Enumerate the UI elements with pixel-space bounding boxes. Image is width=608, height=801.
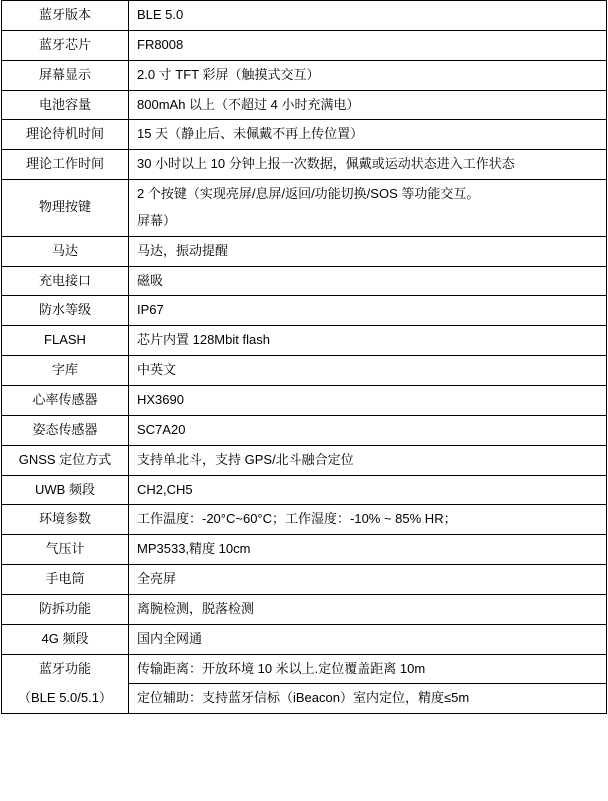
table-row xyxy=(2,120,607,150)
row-value: 支持单北斗，支持 GPS/北斗融合定位 xyxy=(129,445,607,475)
row-value: MP3533,精度 10cm xyxy=(129,535,607,565)
row-value: 中英文 xyxy=(129,356,607,386)
row-value: FR8008 xyxy=(129,30,607,60)
row-label-line-1: 蓝牙功能 xyxy=(38,661,91,677)
row-label: GNSS 定位方式 xyxy=(2,445,129,475)
table-row xyxy=(2,326,607,356)
table-row xyxy=(2,236,607,266)
table-row xyxy=(2,150,607,180)
row-value: 国内全网通 xyxy=(129,624,607,654)
row-label: 字库 xyxy=(2,356,129,386)
row-value-line-1: 2 个按键（实现亮屏/息屏/返回/功能切换/SOS 等功能交互。 xyxy=(137,186,480,202)
row-value: BLE 5.0 xyxy=(129,1,607,31)
table-row xyxy=(2,475,607,505)
row-label: 充电接口 xyxy=(2,266,129,296)
table-row xyxy=(2,180,607,237)
row-value: 15 天（静止后、未佩戴不再上传位置） xyxy=(129,120,607,150)
row-value: 马达，振动提醒 xyxy=(129,236,607,266)
row-label: 气压计 xyxy=(2,535,129,565)
row-label: 理论待机时间 xyxy=(2,120,129,150)
table-row xyxy=(2,505,607,535)
row-value: CH2,CH5 xyxy=(129,475,607,505)
table-row xyxy=(2,415,607,445)
row-value: IP67 xyxy=(129,296,607,326)
row-value-line-2: 屏幕） xyxy=(137,212,177,228)
row-label: 蓝牙芯片 xyxy=(2,30,129,60)
row-value xyxy=(129,180,607,237)
row-value: 30 小时以上 10 分钟上报一次数据，佩戴或运动状态进入工作状态 xyxy=(129,150,607,180)
row-label-bluetooth-function xyxy=(2,654,129,714)
row-label: 手电筒 xyxy=(2,565,129,595)
table-row xyxy=(2,654,607,684)
row-value: SC7A20 xyxy=(129,415,607,445)
table-row xyxy=(2,624,607,654)
table-row xyxy=(2,296,607,326)
table-row xyxy=(2,356,607,386)
row-label: 4G 频段 xyxy=(2,624,129,654)
row-label: 电池容量 xyxy=(2,90,129,120)
row-value: 离腕检测，脱落检测 xyxy=(129,594,607,624)
row-value: 传输距离：开放环境 10 米以上.定位覆盖距离 10m xyxy=(129,654,607,684)
row-value: 全亮屏 xyxy=(129,565,607,595)
row-label: FLASH xyxy=(2,326,129,356)
row-value: 2.0 寸 TFT 彩屏（触摸式交互） xyxy=(129,60,607,90)
table-body xyxy=(2,1,607,714)
table-row xyxy=(2,30,607,60)
row-label: 屏幕显示 xyxy=(2,60,129,90)
row-label: 马达 xyxy=(2,236,129,266)
table-row xyxy=(2,385,607,415)
row-label: 物理按键 xyxy=(2,180,129,237)
table-row xyxy=(2,60,607,90)
row-label: 蓝牙版本 xyxy=(2,1,129,31)
row-value: 磁吸 xyxy=(129,266,607,296)
table-row xyxy=(2,1,607,31)
row-label: 防水等级 xyxy=(2,296,129,326)
row-label: 环境参数 xyxy=(2,505,129,535)
table-row xyxy=(2,445,607,475)
table-row xyxy=(2,90,607,120)
row-value: 800mAh 以上（不超过 4 小时充满电） xyxy=(129,90,607,120)
row-value: 定位辅助：支持蓝牙信标（iBeacon）室内定位，精度≤5m xyxy=(129,684,607,714)
row-label: 姿态传感器 xyxy=(2,415,129,445)
row-label: 防拆功能 xyxy=(2,594,129,624)
row-label-line-2: （BLE 5.0/5.1） xyxy=(18,689,112,705)
row-value: HX3690 xyxy=(129,385,607,415)
specification-table xyxy=(1,0,607,714)
row-value: 芯片内置 128Mbit flash xyxy=(129,326,607,356)
row-label: 心率传感器 xyxy=(2,385,129,415)
table-row xyxy=(2,565,607,595)
table-row xyxy=(2,535,607,565)
row-label: 理论工作时间 xyxy=(2,150,129,180)
table-row xyxy=(2,594,607,624)
table-row xyxy=(2,266,607,296)
row-label: UWB 频段 xyxy=(2,475,129,505)
row-value: 工作温度：-20°C~60°C；工作湿度：-10% ~ 85% HR； xyxy=(129,505,607,535)
